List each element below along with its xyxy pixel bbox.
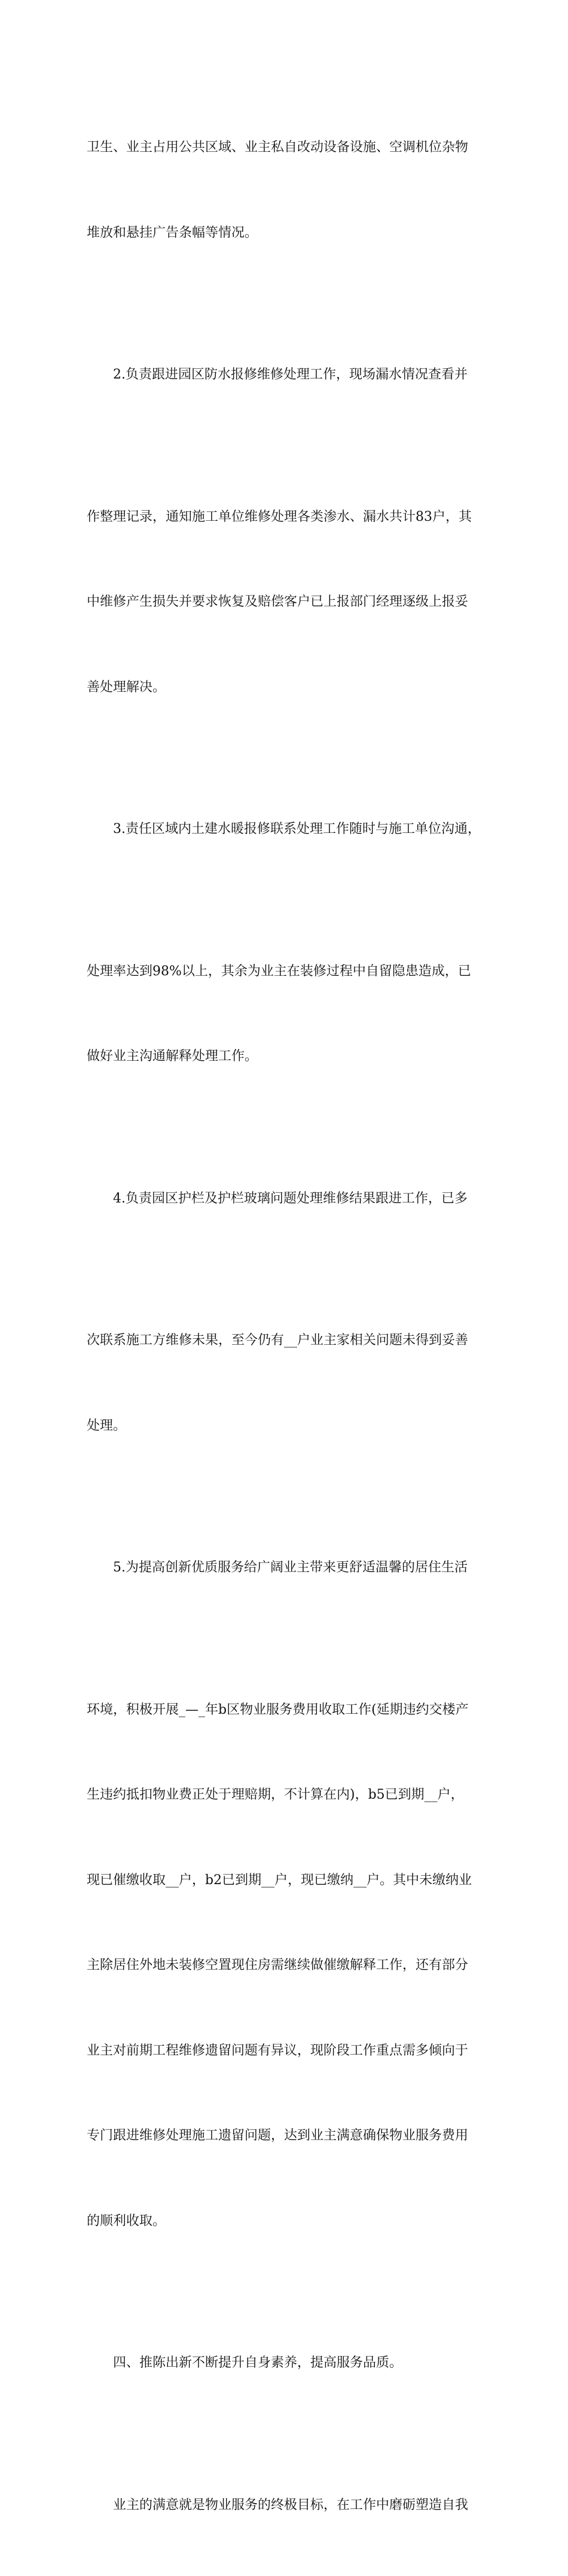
text-line: 现已催缴收取__户，b2已到期__户，现已缴纳__户。其中未缴纳业 <box>87 1866 487 1895</box>
document-page <box>0 0 568 804</box>
paragraph-item-2 <box>87 304 487 446</box>
paragraph-item-3 <box>87 758 487 901</box>
text-line: 主除居住外地未装修空置现住房需继续做催缴解释工作，还有部分 <box>87 1951 487 1980</box>
text-line: 次联系施工方维修未果，至今仍有__户业主家相关问题未得到妥善 <box>87 1326 487 1355</box>
text-line: 业主的满意就是物业服务的终极目标，在工作中磨砺塑造自我 <box>87 2491 487 2520</box>
text-line: 做好业主沟通解释处理工作。 <box>87 1042 487 1071</box>
paragraph-section-four-body <box>87 2434 487 2576</box>
text-line: 专门跟进维修处理施工遗留问题，达到业主满意确保物业服务费用 <box>87 2122 487 2150</box>
text-line: 作整理记录，通知施工单位维修处理各类渗水、漏水共计83户，其 <box>87 503 487 532</box>
text-line: 业主对前期工程维修遗留问题有异议，现阶段工作重点需多倾向于 <box>87 2037 487 2065</box>
text-line: 四、推陈出新不断提升自身素养，提高服务品质。 <box>87 2349 487 2377</box>
document-body <box>87 77 487 2576</box>
paragraph-item-2-rest <box>87 446 487 759</box>
paragraph-continued <box>87 77 487 304</box>
paragraph-item-3-rest <box>87 901 487 1128</box>
section-heading-four <box>87 2292 487 2434</box>
text-line: 中维修产生损失并要求恢复及赔偿客户已上报部门经理逐级上报妥 <box>87 588 487 616</box>
text-line: 卫生、业主占用公共区域、业主私自改动设备设施、空调机位杂物 <box>87 133 487 162</box>
text-line: 生违约抵扣物业费正处于理赔期，不计算在内)，b5已到期__户， <box>87 1781 487 1809</box>
paragraph-item-4 <box>87 1128 487 1270</box>
text-line: 的顺利收取。 <box>87 2207 487 2236</box>
text-line: 环境，积极开展_—_年b区物业服务费用收取工作(延期违约交楼产 <box>87 1696 487 1725</box>
text-line: 2.负责跟进园区防水报修维修处理工作，现场漏水情况查看并 <box>87 361 487 389</box>
text-line: 善处理解决。 <box>87 673 487 702</box>
text-line: 4.负责园区护栏及护栏玻璃问题处理维修结果跟进工作，已多 <box>87 1185 487 1213</box>
paragraph-item-5-rest <box>87 1639 487 2293</box>
paragraph-item-5 <box>87 1497 487 1639</box>
text-line: 5.为提高创新优质服务给广阔业主带来更舒适温馨的居住生活 <box>87 1553 487 1582</box>
text-line: 3.责任区域内土建水暖报修联系处理工作随时与施工单位沟通， <box>87 815 487 844</box>
text-line: 处理。 <box>87 1412 487 1440</box>
text-line: 处理率达到98%以上，其余为业主在装修过程中自留隐患造成，已 <box>87 957 487 986</box>
paragraph-item-4-rest <box>87 1269 487 1497</box>
text-line: 堆放和悬挂广告条幅等情况。 <box>87 219 487 248</box>
